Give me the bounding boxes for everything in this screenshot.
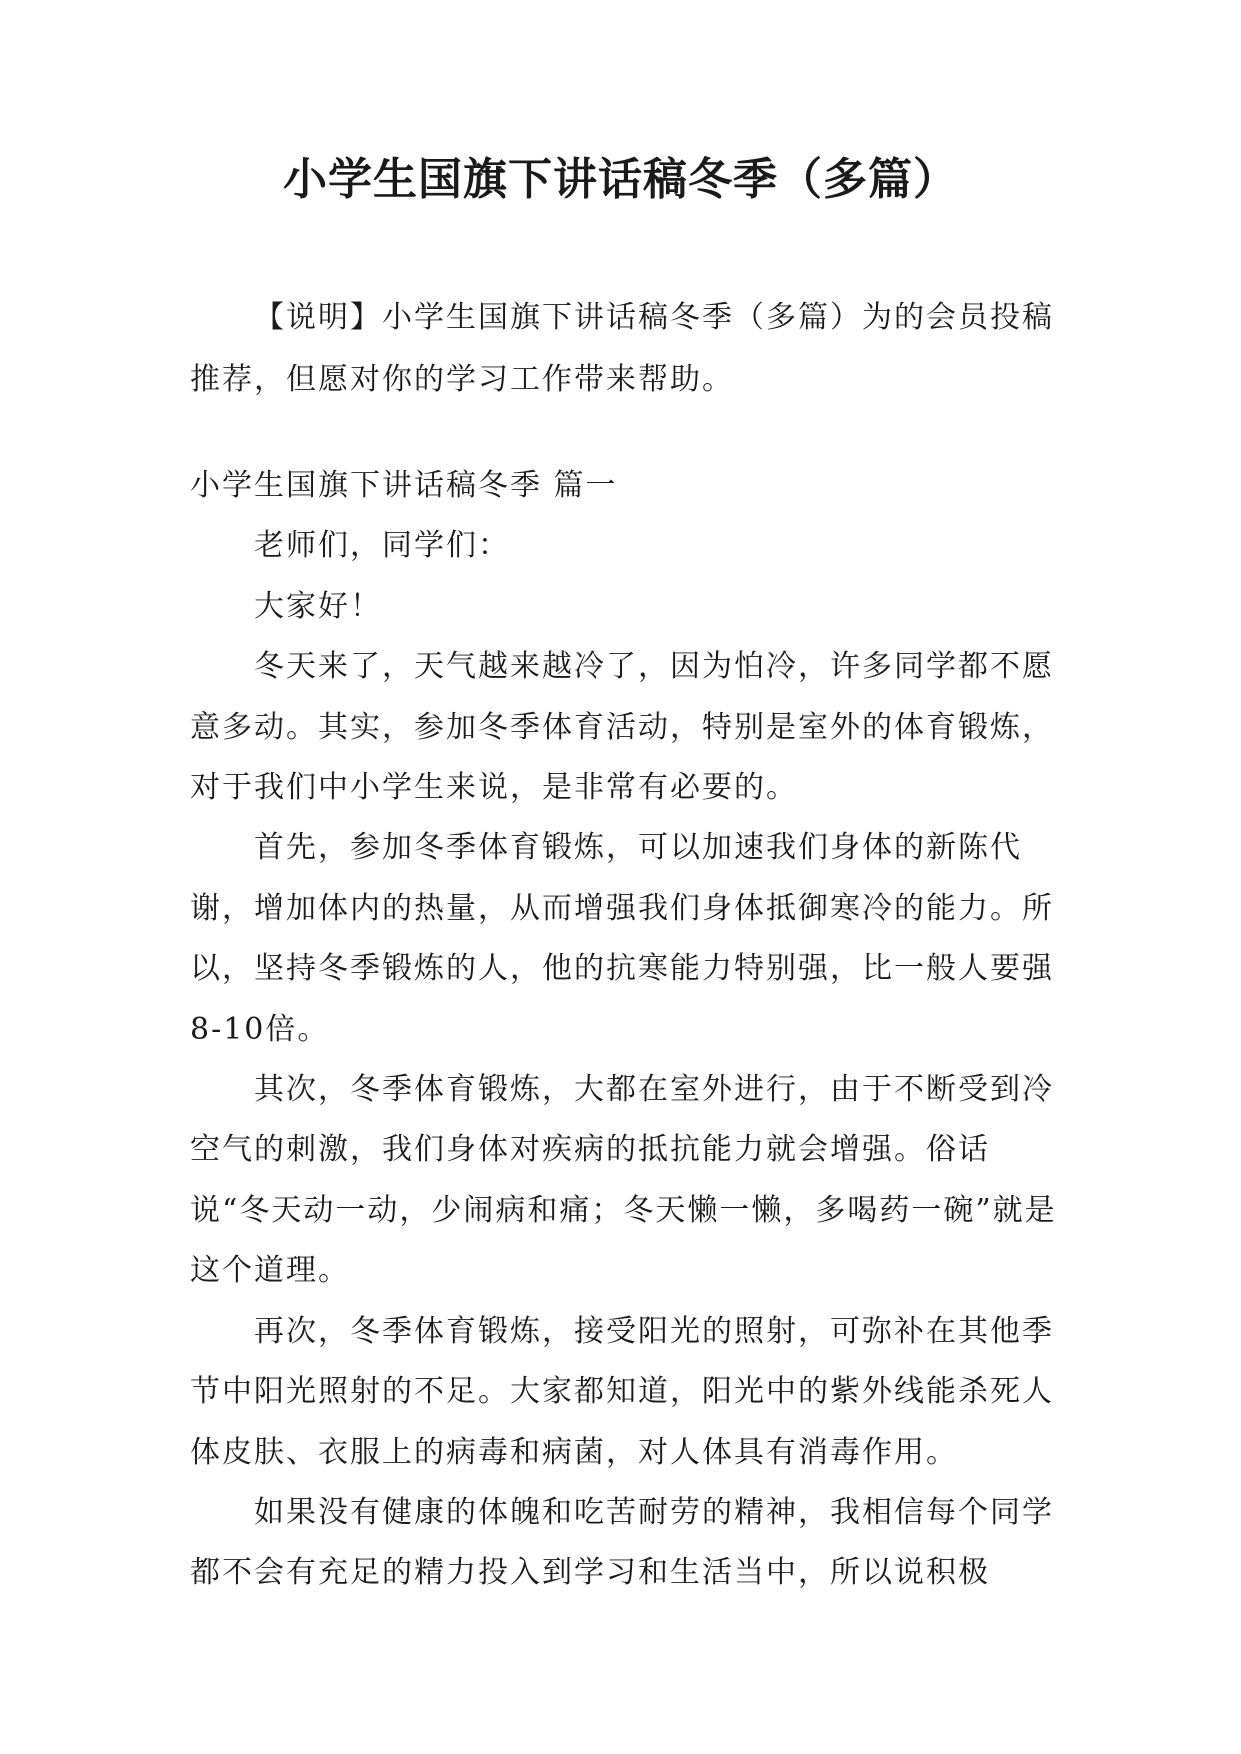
body-paragraph: 再次，冬季体育锻炼，接受阳光的照射，可弥补在其他季节中阳光照射的不足。大家都知道，阳光中的紫外线能杀死人体皮肤、衣服上的病毒和病菌，对人体具有消毒作用。 bbox=[190, 1313, 1054, 1470]
article-body bbox=[190, 456, 1070, 1604]
document-title: 小学生国旗下讲话稿冬季（多篇） bbox=[283, 154, 958, 205]
greeting-paragraph: 老师们，同学们： bbox=[254, 528, 510, 564]
section-heading: 小学生国旗下讲话稿冬季 篇一 bbox=[190, 468, 618, 503]
body-paragraph: 其次，冬季体育锻炼，大都在室外进行，由于不断受到冷空气的刺激，我们身体对疾病的抵抗能力就会增强。俗话说“冬天动一动，少闹病和痛；冬天懒一懒，多喝药一碗”就是这个道理。 bbox=[190, 1072, 1057, 1289]
body-paragraph: 冬天来了，天气越来越冷了，因为怕冷，许多同学都不愿意多动。其实，参加冬季体育活动，特别是室外的体育锻炼，对于我们中小学生来说，是非常有必要的。 bbox=[190, 649, 1054, 806]
intro-block bbox=[190, 287, 1070, 411]
body-paragraph: 如果没有健康的体魄和吃苦耐劳的精神，我相信每个同学都不会有充足的精力投入到学习和生活当中，所以说积极 bbox=[190, 1494, 1054, 1591]
intro-paragraph: 【说明】小学生国旗下讲话稿冬季（多篇）为的会员投稿推荐，但愿对你的学习工作带来帮助。 bbox=[190, 300, 1054, 397]
salutation-paragraph: 大家好！ bbox=[254, 588, 382, 624]
body-paragraph: 首先，参加冬季体育锻炼，可以加速我们身体的新陈代谢，增加体内的热量，从而增强我们身体抵御寒冷的能力。所以，坚持冬季锻炼的人，他的抗寒能力特别强，比一般人要强8-10倍。 bbox=[190, 830, 1054, 1047]
